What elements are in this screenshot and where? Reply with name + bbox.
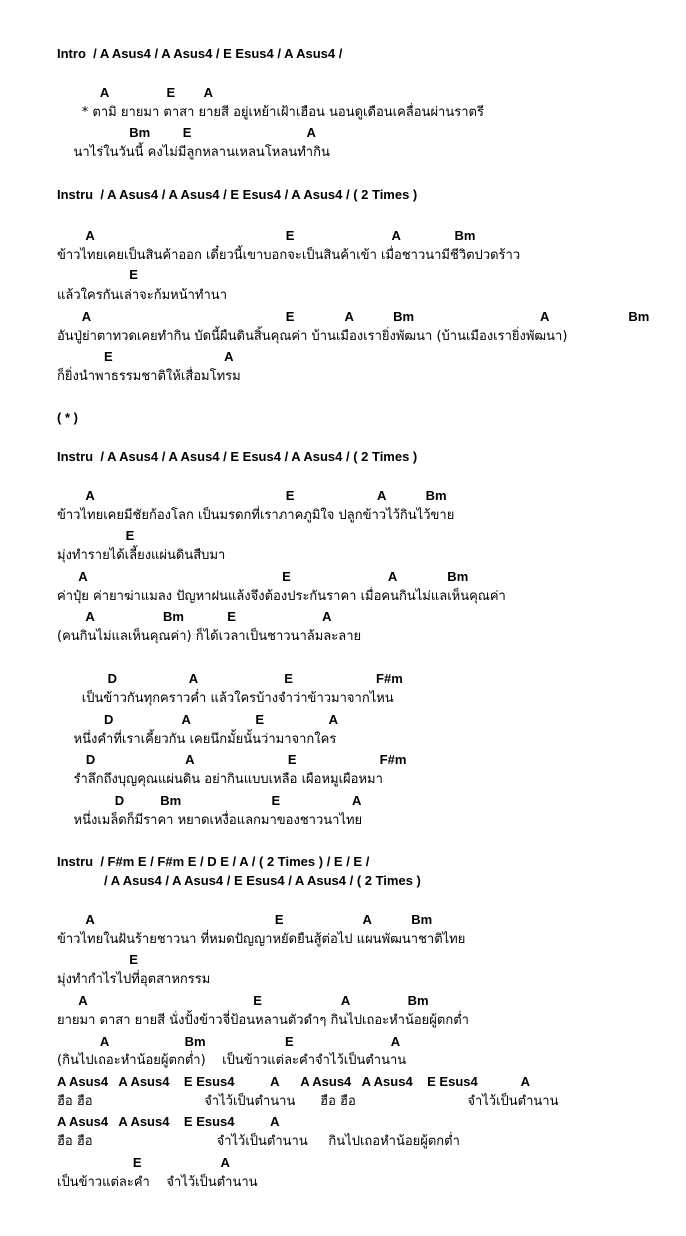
- chord-line: D A E F#m: [57, 671, 403, 686]
- chord-line: E: [57, 952, 138, 967]
- chord-line: E: [57, 267, 138, 282]
- lyric-line: เป็นข้าวแต่ละคำ จำไว้เป็นตำนาน: [57, 1175, 258, 1190]
- chord-line: D A E A: [57, 712, 338, 727]
- lyric-line: นาไร่ในวันนี้ คงไม่มีลูกหลานเหลนโหลนทำกิน: [57, 145, 330, 160]
- chord-line: E A: [57, 1155, 230, 1170]
- lyric-line: มุ่งทำรายได้เลี้ยงแผ่นดินสืบมา: [57, 548, 226, 563]
- section-header: ( * ): [57, 410, 78, 425]
- lyric-line: ฮือ ฮือ จำไว้เป็นตำนาน ฮือ ฮือ จำไว้เป็นตำนาน: [57, 1094, 559, 1109]
- chord-line: D A E F#m: [57, 752, 407, 767]
- chord-line: Bm E A: [57, 125, 316, 140]
- lyric-line: (กินไปเถอะหำน้อยผู้ตกต่ำ) เป็นข้าวแต่ละคำจำไว้เป็นตำนาน: [57, 1053, 407, 1068]
- section-header: / A Asus4 / A Asus4 / E Esus4 / A Asus4 / ( 2 Times ): [57, 873, 421, 888]
- lyric-line: แล้วใครกันเล่าจะก้มหน้าทำนา: [57, 288, 227, 303]
- lyric-line: (คนกินไม่แลเห็นคุณค่า) ก็ได้เวลาเป็นชาวนาล้มละลาย: [57, 629, 362, 644]
- section-header: Instru / F#m E / F#m E / D E / A / ( 2 Times ) / E / E /: [57, 854, 370, 869]
- chord-line: E: [57, 528, 135, 543]
- chord-line: D Bm E A: [57, 793, 362, 808]
- section-header: Instru / A Asus4 / A Asus4 / E Esus4 / A Asus4 / ( 2 Times ): [57, 449, 418, 464]
- chord-line: A E A Bm: [57, 228, 476, 243]
- chord-line: A E A Bm A Bm: [57, 309, 650, 324]
- lyric-line: มุ่งทำกำไรไปที่อุตสาหกรรม: [57, 972, 211, 987]
- chord-line: A E A Bm: [57, 569, 469, 584]
- chord-line: A Bm E A: [57, 1034, 401, 1049]
- section-header: Intro / A Asus4 / A Asus4 / E Esus4 / A Asus4 /: [57, 46, 343, 61]
- lyric-line: หนึ่งเมล็ดก็มีราคา หยาดเหงื่อแลกมาของชาวนาไทย: [57, 813, 363, 828]
- chord-line: A E A Bm: [57, 993, 429, 1008]
- lyric-line: ก็ยิ่งนำพาธรรมชาติให้เสื่อมโทรม: [57, 369, 241, 384]
- section-header: Instru / A Asus4 / A Asus4 / E Esus4 / A Asus4 / ( 2 Times ): [57, 187, 418, 202]
- chord-line: A Bm E A: [57, 609, 332, 624]
- lyric-line: ฮือ ฮือ จำไว้เป็นตำนาน กินไปเถอหำน้อยผู้ตกต่ำ: [57, 1134, 460, 1149]
- chord-line: A E A: [57, 85, 214, 100]
- chord-line: A Asus4 A Asus4 E Esus4 A: [57, 1114, 280, 1129]
- chord-line: E A: [57, 349, 234, 364]
- lyric-line: อันปู่ย่าตาทวดเคยทำกิน บัดนี้ผืนดินสิ้นคุณค่า บ้านเมืองเรายิ่งพัฒนา (บ้านเมืองเรายิ่งพัฒนา): [57, 329, 568, 344]
- chord-line: A Asus4 A Asus4 E Esus4 A A Asus4 A Asus4 E Esus4 A: [57, 1074, 530, 1089]
- chord-line: A E A Bm: [57, 488, 447, 503]
- chord-line: A E A Bm: [57, 912, 433, 927]
- lyric-line: ข้าวไทยเคยมีชัยก้องโลก เป็นมรดกที่เราภาคภูมิใจ ปลูกข้าวไว้กินไว้ขาย: [57, 508, 455, 523]
- lyric-line: รำลึกถึงบุญคุณแผ่นดิน อย่ากินแบบเหลือ เผือหมูเผือหมา: [57, 772, 383, 787]
- lyric-line: ข้าวไทยในฝันร้ายชาวนา ที่หมดปัญญาหยัดยืนสู้ต่อไป แผนพัฒนาชาติไทย: [57, 932, 466, 947]
- lyric-line: * ตามิ ยายมา ตาสา ยายสี อยู่เหย้าเฝ้าเฮือน นอนดูเดือนเคลื่อนผ่านราตรี: [57, 105, 484, 120]
- lyric-line: ค่าปุ๋ย ค่ายาฆ่าแมลง ปัญหาฝนแล้งจึงต้องประกันราคา เมื่อคนกินไม่แลเห็นคุณค่า: [57, 589, 506, 604]
- lyric-line: ข้าวไทยเคยเป็นสินค้าออก เดี๋ยวนี้เขาบอกจะเป็นสินค้าเข้า เมื่อชาวนามีชีวิตปวดร้าว: [57, 248, 521, 263]
- lyric-line: หนึ่งคำที่เราเคี้ยวกัน เคยนึกมั้ยนั้นว่ามาจากใคร: [57, 732, 337, 747]
- lyric-line: เป็นข้าวกันทุกคราวค่ำ แล้วใครบ้างจำว่าข้าวมาจากไหน: [57, 691, 394, 706]
- lyric-line: ยายมา ตาสา ยายสี นั่งปั้งข้าวจี่ป้อนหลานตัวดำๆ กินไปเถอะหำน้อยผู้ตกต่ำ: [57, 1013, 469, 1028]
